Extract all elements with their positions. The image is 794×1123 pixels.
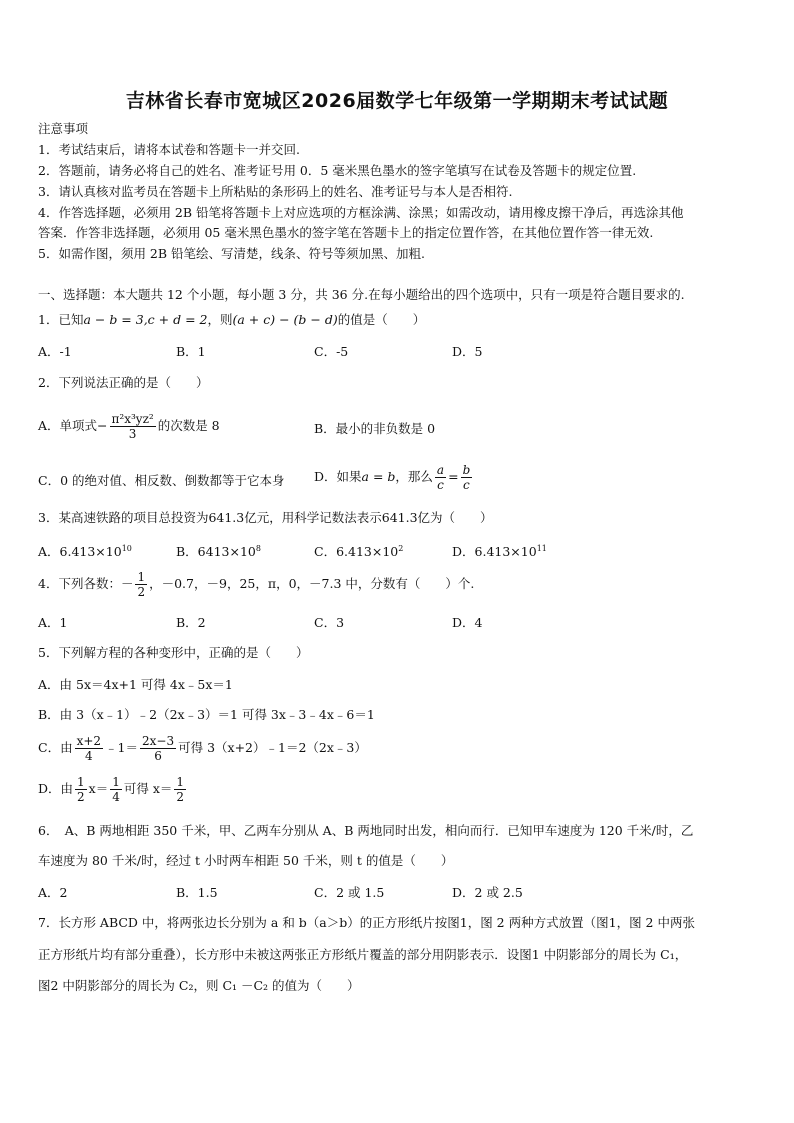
q2-option-b: B．最小的非负数是 0 — [314, 421, 436, 436]
q3-option-c: C．$6.413\times 10^2$ — [314, 544, 404, 560]
page-title: 吉林省长春市宽城区2026届数学七年级第一学期期末考试试题 — [125, 90, 669, 112]
notice-item: 4．作答选择题，必须用 2B 铅笔将答题卡上对应选项的方框涂满、涂黑；如需改动，请用橡皮擦干净后，再选涂其他 — [38, 205, 684, 220]
notice-item: 1．考试结束后，请将本试卷和答题卡一并交回. — [38, 142, 300, 157]
question-7-line: 7．长方形 ABCD 中，将两张边长分别为 a 和 b（a＞b）的正方形纸片按图1，图 2 两种方式放置（图1，图 2 中两张 — [38, 915, 695, 930]
notice-item: 2．答题前，请务必将自己的姓名、准考证号用 0．5 毫米黑色墨水的签字笔填写在试卷及答题卡的规定位置. — [38, 163, 637, 178]
q4-option-a: A．1 — [38, 615, 68, 630]
q1-expr2: (a + c) − (b − d) — [232, 312, 338, 327]
q3-option-d: D．$6.413\times 10^{11}$ — [452, 544, 547, 560]
question-5-stem: 5．下列解方程的各种变形中，正确的是（ ） — [38, 645, 309, 660]
notice-item: 答案．作答非选择题，必须用 05 毫米黑色墨水的签字笔在答题卡上的指定位置作答，在其他位置作答一律无效. — [38, 225, 654, 240]
q6-option-d: D．2 或 2.5 — [452, 885, 523, 900]
q1-expr1: a − b = 3,c + d = 2 — [83, 312, 208, 327]
notice-item: 5．如需作图，须用 2B 铅笔绘、写清楚，线条、符号等须加黑、加粗. — [38, 246, 426, 261]
q6-option-b: B．1.5 — [176, 885, 218, 900]
q2-fraction: $\frac{\text{π²x³yz²}}{3}$ — [111, 412, 154, 441]
question-1-stem: 1．已知a − b = 3,c + d = 2，则(a + c) − (b − d)的值是（ ） — [38, 312, 426, 327]
q1-option-b: B．1 — [176, 344, 206, 359]
q1-option-a: A．-1 — [38, 344, 72, 359]
q4-option-c: C．3 — [314, 615, 345, 630]
question-2-stem: 2．下列说法正确的是（ ） — [38, 375, 209, 390]
q6-option-a: A．2 — [38, 885, 68, 900]
q2-option-a: A．单项式− $\frac{\text{π²x³yz²}}{3}$ 的次数是 8 — [38, 412, 220, 441]
q2-option-d: D．如果a = b，那么 $\frac{a}{c}$ = $\frac{b}{c}$ — [314, 463, 471, 492]
section-heading: 一、选择题：本大题共 12 个小题，每小题 3 分，共 36 分.在每小题给出的四个选项中，只有一项是符合题目要求的. — [38, 287, 685, 302]
question-6-line: 车速度为 80 千米/时，经过 t 小时两车相距 50 千米，则 t 的值是（ ） — [38, 853, 454, 868]
q1-option-c: C．-5 — [314, 344, 349, 359]
question-3-stem: 3．某高速铁路的项目总投资为641.3亿元，用科学记数法表示641.3亿为（ ） — [38, 510, 493, 525]
q4-option-b: B．2 — [176, 615, 206, 630]
q1-option-d: D．5 — [452, 344, 483, 359]
q5-option-d: D．由 $\frac{1}{2}$ x＝ $\frac{1}{4}$ 可得 x＝ $\frac{1}{2}$ — [38, 775, 185, 804]
q5-option-b: B．由 3（x﹣1）﹣2（2x﹣3）＝1 可得 3x﹣3﹣4x﹣6＝1 — [38, 707, 375, 722]
q5-option-c: C．由 $\frac{x+2}{4}$ ﹣1＝ $\frac{2x-3}{6}$ 可得 3（x+2）﹣1＝2（2x﹣3） — [38, 734, 367, 763]
q6-option-c: C．2 或 1.5 — [314, 885, 385, 900]
question-7-line: 图2 中阴影部分的周长为 C₂，则 C₁ －C₂ 的值为（ ） — [38, 978, 360, 993]
notice-heading: 注意事项 — [38, 121, 89, 136]
question-6-line: 6． A、B 两地相距 350 千米，甲、乙两车分别从 A、B 两地同时出发，相向而行．已知甲车速度为 120 千米/时，乙 — [38, 823, 694, 838]
q5-option-a: A．由 5x＝4x+1 可得 4x﹣5x＝1 — [38, 677, 233, 692]
q3-option-a: A．$6.413\times 10^{10}$ — [38, 544, 132, 560]
q4-option-d: D．4 — [452, 615, 483, 630]
q3-option-b: B．$6413\times 10^8$ — [176, 544, 261, 560]
notice-item: 3．请认真核对监考员在答题卡上所粘贴的条形码上的姓名、准考证号与本人是否相符. — [38, 184, 513, 199]
question-4-stem: 4．下列各数：－ $\frac{1}{2}$ ，－0.7，－9，25，π，0，－7.3 中，分数有（ ）个. — [38, 570, 475, 599]
q2-option-c: C．0 的绝对值、相反数、倒数都等于它本身 — [38, 473, 285, 488]
question-7-line: 正方形纸片均有部分重叠），长方形中未被这两张正方形纸片覆盖的部分用阴影表示．设图1 中阴影部分的周长为 C₁， — [38, 947, 688, 962]
